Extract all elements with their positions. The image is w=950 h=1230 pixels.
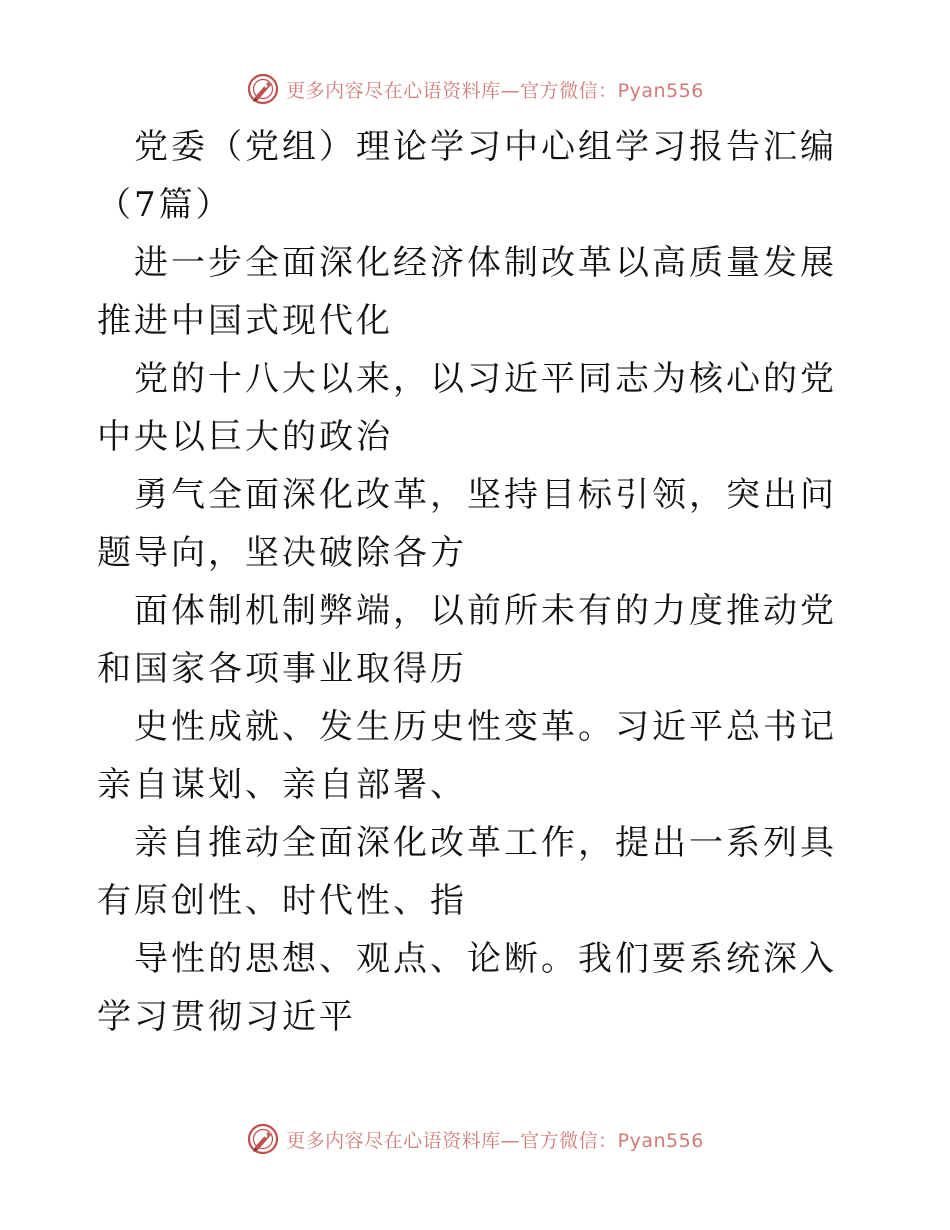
document-body: [97, 118, 857, 1046]
section-heading: 进一步全面深化经济体制改革以高质量发展推进中国式现代化: [97, 243, 837, 341]
body-paragraph: 导性的思想、观点、论断。我们要系统深入学习贯彻习近平: [97, 939, 837, 1037]
body-paragraph: 史性成就、发生历史性变革。习近平总书记亲自谋划、亲自部署、: [97, 707, 837, 805]
pen-logo-icon: [246, 72, 280, 106]
body-paragraph: 党的十八大以来，以习近平同志为核心的党中央以巨大的政治: [97, 359, 837, 457]
document-title: 党委（党组）理论学习中心组学习报告汇编（7篇）: [97, 127, 837, 225]
body-paragraph: 面体制机制弊端，以前所未有的力度推动党和国家各项事业取得历: [97, 591, 837, 689]
watermark-text: 更多内容尽在心语资料库—官方微信：Pyan556: [286, 79, 704, 102]
body-paragraph: 亲自推动全面深化改革工作，提出一系列具有原创性、时代性、指: [97, 823, 837, 921]
pen-logo-icon: [246, 1122, 280, 1156]
header-watermark: [0, 72, 950, 106]
footer-watermark: [0, 1122, 950, 1156]
body-paragraph: 勇气全面深化改革，坚持目标引领，突出问题导向，坚决破除各方: [97, 475, 837, 573]
watermark-text: 更多内容尽在心语资料库—官方微信：Pyan556: [286, 1129, 704, 1152]
